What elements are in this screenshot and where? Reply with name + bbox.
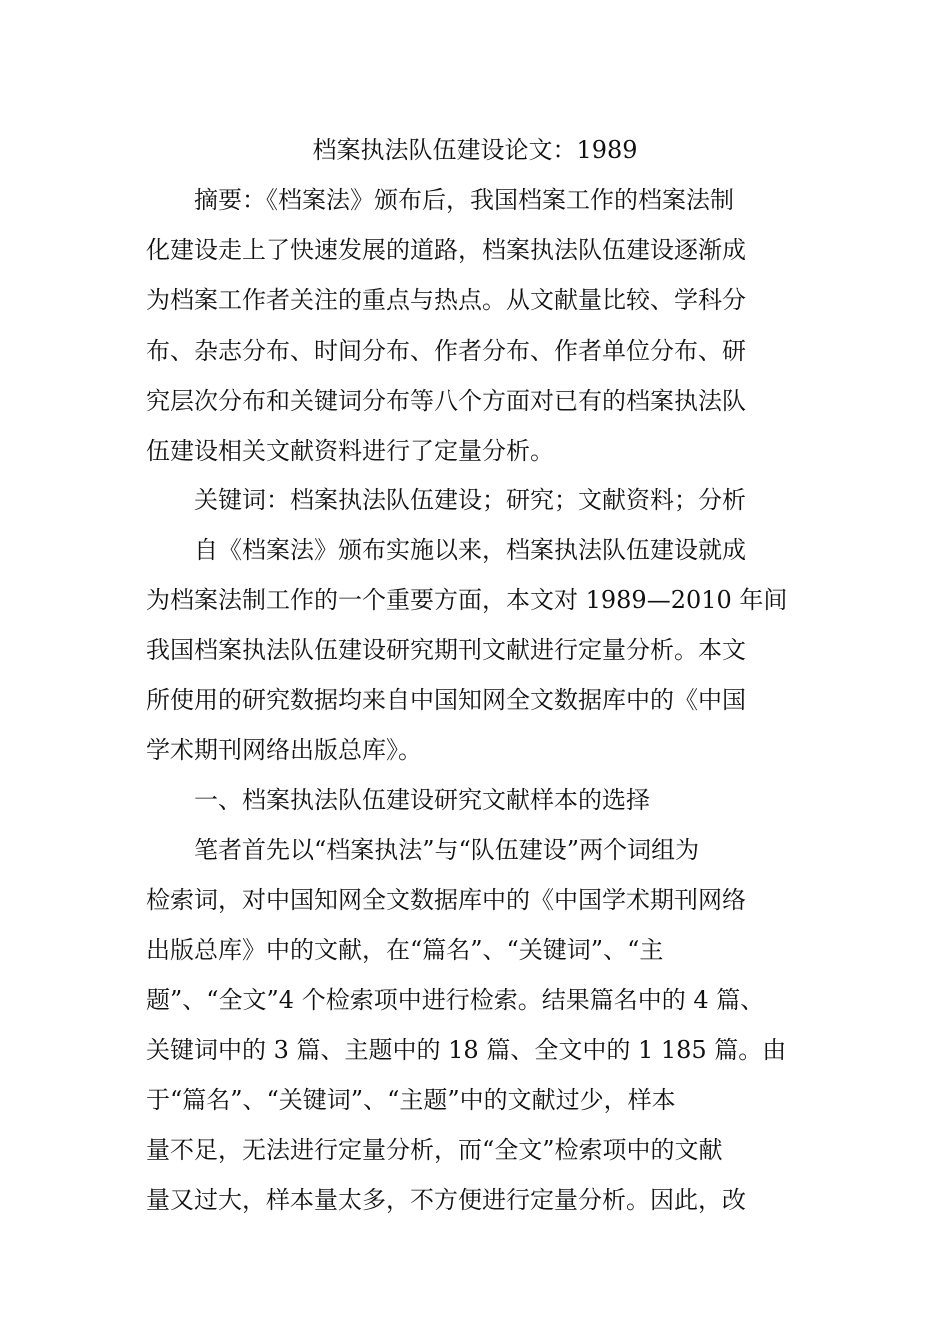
body-line-8: 量又过大，样本量太多，不方便进行定量分析。因此，改 <box>146 1186 746 1214</box>
intro-line-5: 学术期刊网络出版总库》。 <box>146 736 422 764</box>
body-line-1: 笔者首先以“档案执法”与“队伍建设”两个词组为 <box>194 836 700 864</box>
document-title: 档案执法队伍建设论文：1989 <box>312 136 638 164</box>
intro-line-2: 为档案法制工作的一个重要方面，本文对 1989—2010 年间 <box>146 586 788 614</box>
body-line-5: 关键词中的 3 篇、主题中的 18 篇、全文中的 1 185 篇。由 <box>146 1036 787 1064</box>
keywords-line: 关键词：档案执法队伍建设；研究；文献资料；分析 <box>194 486 746 514</box>
abstract-line-2: 化建设走上了快速发展的道路，档案执法队伍建设逐渐成 <box>146 236 746 264</box>
abstract-line-5: 究层次分布和关键词分布等八个方面对已有的档案执法队 <box>146 387 746 415</box>
body-line-2: 检索词，对中国知网全文数据库中的《中国学术期刊网络 <box>146 886 746 914</box>
section-heading-1: 一、档案执法队伍建设研究文献样本的选择 <box>194 786 650 814</box>
intro-line-3: 我国档案执法队伍建设研究期刊文献进行定量分析。本文 <box>146 636 746 664</box>
abstract-line-6: 伍建设相关文献资料进行了定量分析。 <box>146 437 554 465</box>
body-line-3: 出版总库》中的文献，在“篇名”、“关键词”、“主 <box>146 936 664 964</box>
intro-line-4: 所使用的研究数据均来自中国知网全文数据库中的《中国 <box>146 686 746 714</box>
abstract-line-3: 为档案工作者关注的重点与热点。从文献量比较、学科分 <box>146 286 746 314</box>
body-line-4: 题”、“全文”4 个检索项中进行检索。结果篇名中的 4 篇、 <box>146 986 765 1014</box>
body-line-6: 于“篇名”、“关键词”、“主题”中的文献过少，样本 <box>146 1086 676 1114</box>
abstract-line-1: 摘要：《档案法》颁布后，我国档案工作的档案法制 <box>194 186 734 214</box>
body-line-7: 量不足，无法进行定量分析，而“全文”检索项中的文献 <box>146 1136 723 1164</box>
abstract-line-4: 布、杂志分布、时间分布、作者分布、作者单位分布、研 <box>146 337 746 365</box>
intro-line-1: 自《档案法》颁布实施以来，档案执法队伍建设就成 <box>194 536 746 564</box>
